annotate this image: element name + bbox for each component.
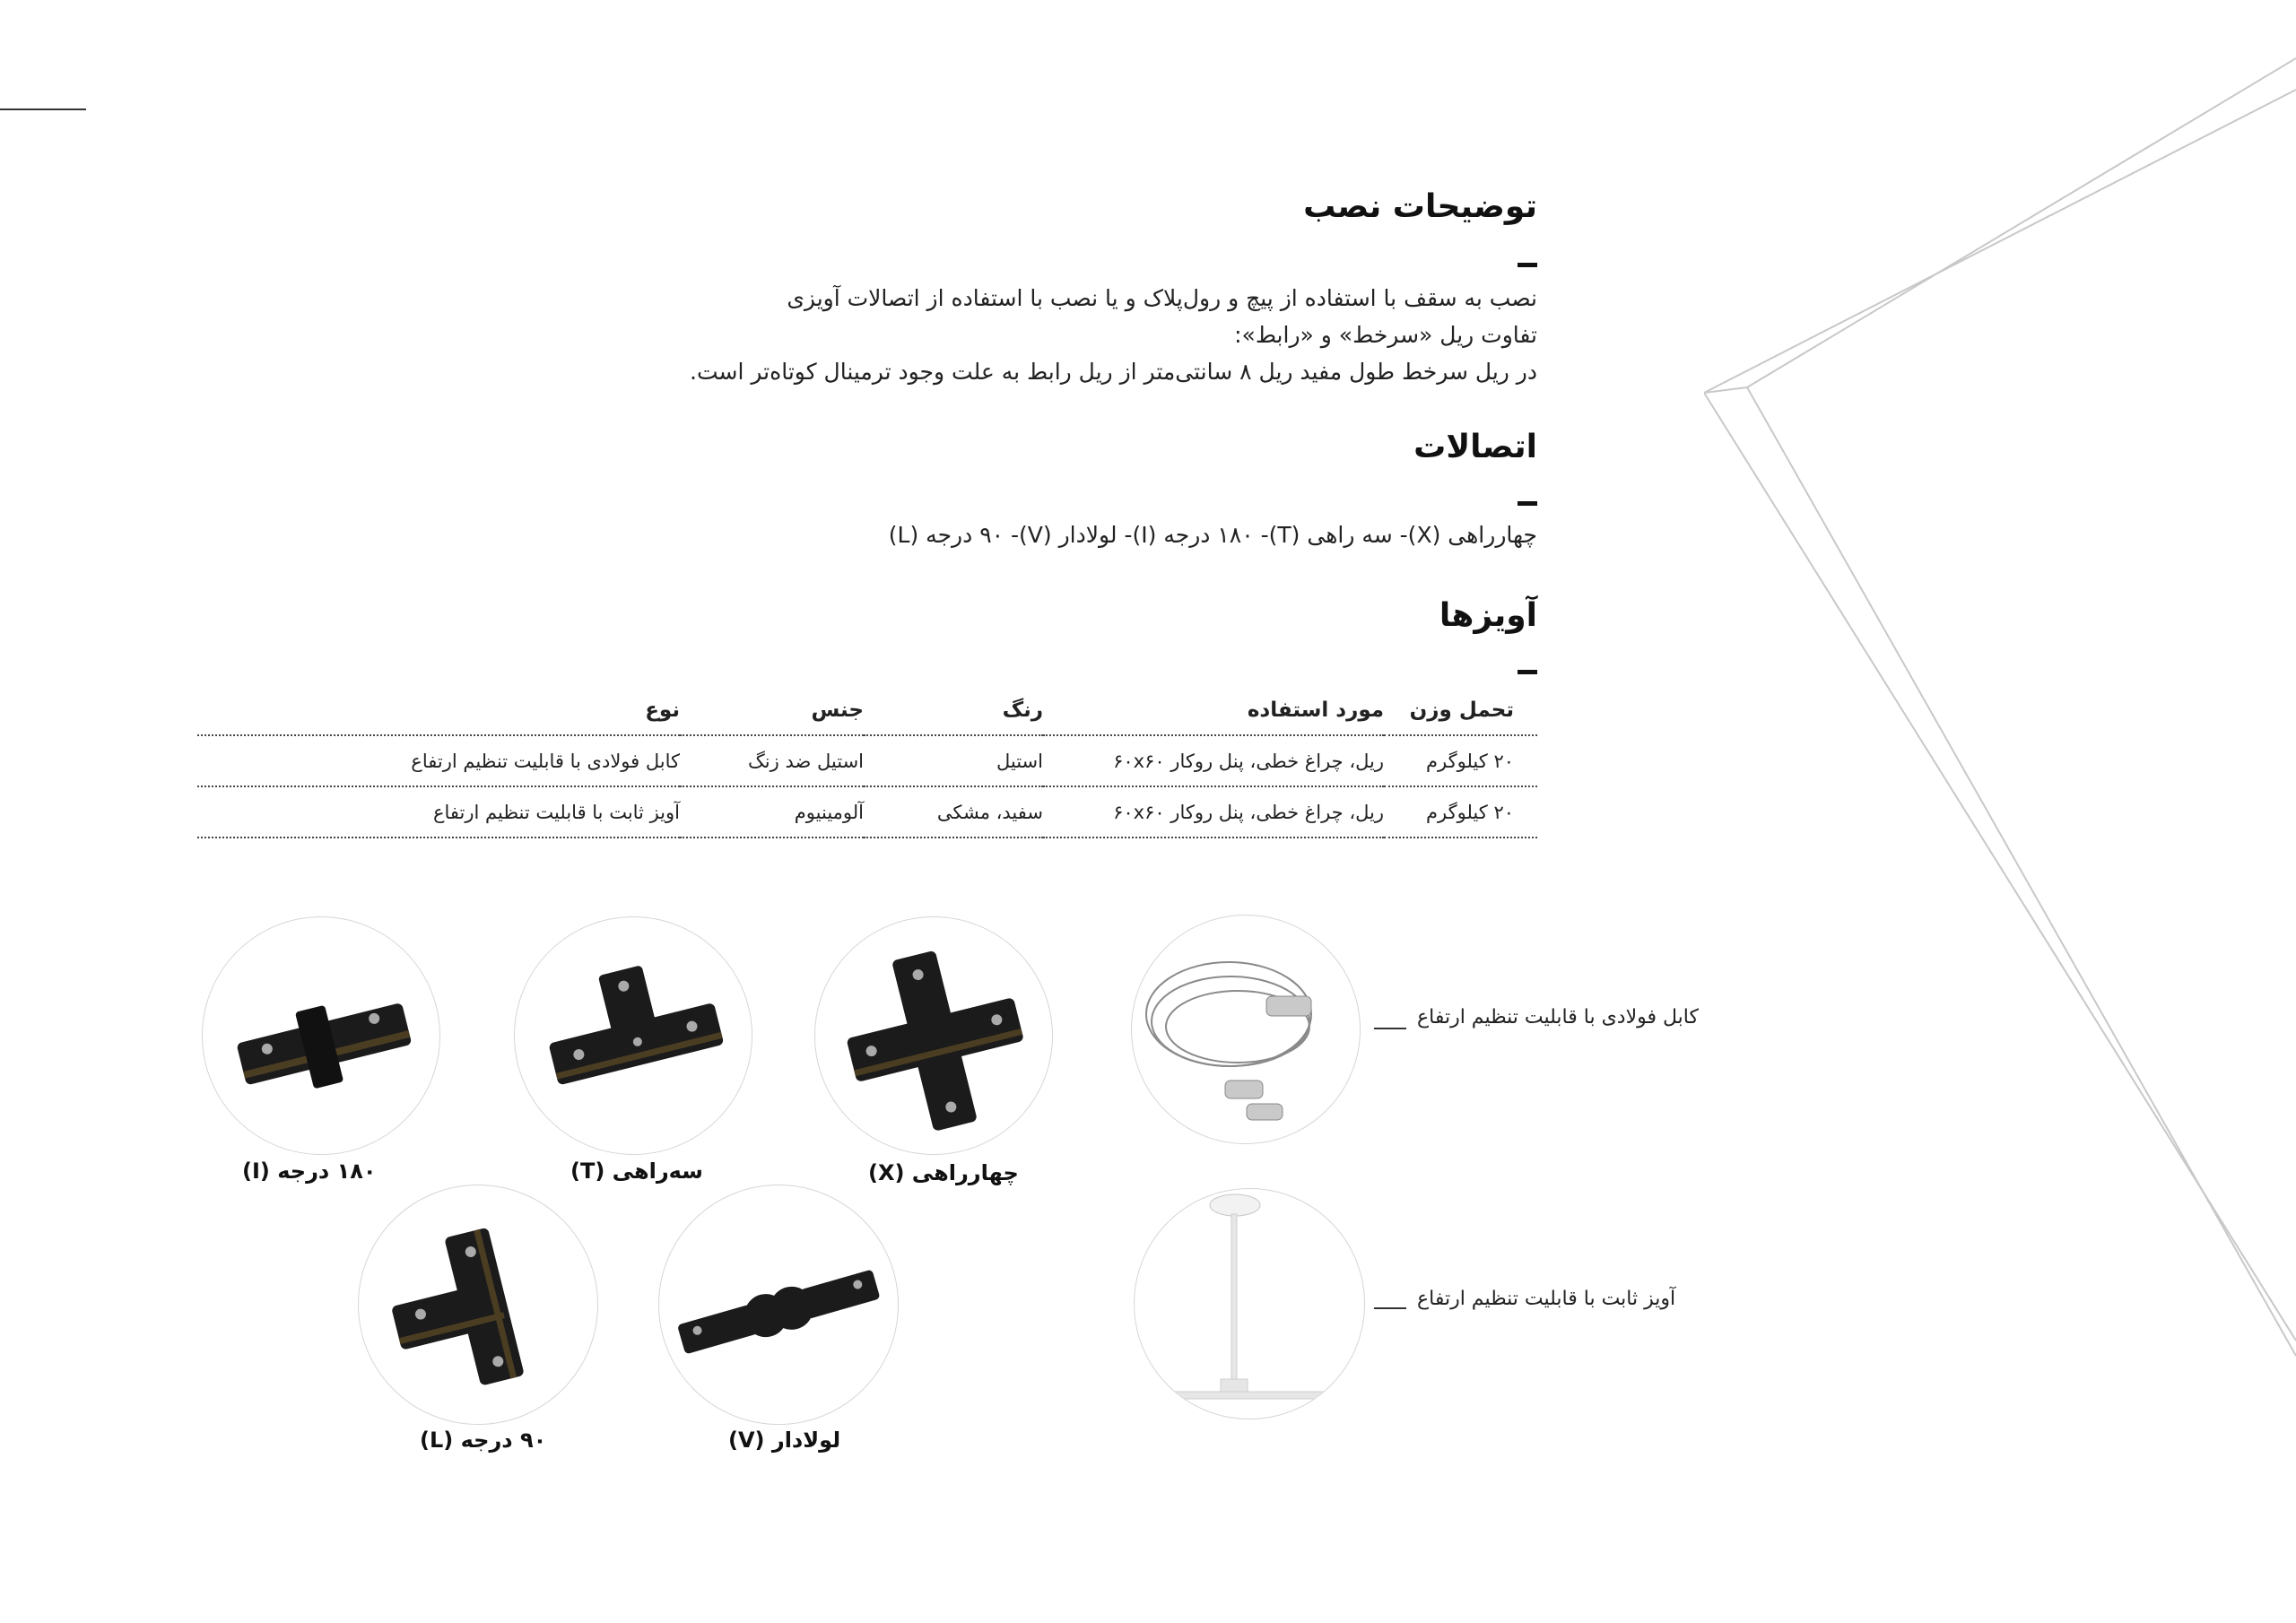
top-left-rule <box>0 108 86 110</box>
x-connector-caption: چهارراهی (X) <box>868 1160 1019 1185</box>
installation-line-1: نصب به سقف با استفاده از پیچ و رول‌پلاک و یا نصب با استفاده از اتصالات آویزی <box>787 285 1537 311</box>
cell-usage: ریل، چراغ خطی، پنل روکار ۶۰x۶۰ <box>1043 786 1384 838</box>
installation-title: توضیحات نصب <box>1303 188 1537 225</box>
cell-usage: ریل، چراغ خطی، پنل روکار ۶۰x۶۰ <box>1043 735 1384 786</box>
header-weight: تحمل وزن <box>1409 699 1514 722</box>
l-connector-caption: ۹۰ درجه (L) <box>420 1428 547 1453</box>
cell-material: استیل ضد زنگ <box>680 735 864 786</box>
cell-weight: ۲۰ کیلوگرم <box>1384 786 1537 838</box>
cell-type: آویز ثابت با قابلیت تنظیم ارتفاع <box>197 786 680 838</box>
cable-hanger-image <box>1131 915 1361 1144</box>
connections-title: اتصالات <box>1413 429 1537 465</box>
x-connector-image <box>814 916 1053 1155</box>
cable-leader-line <box>1374 1028 1406 1029</box>
header-usage: مورد استفاده <box>1247 699 1384 722</box>
cell-type: کابل فولادی با قابلیت تنظیم ارتفاع <box>197 735 680 786</box>
connections-text: چهارراهی (X)- سه راهی (T)- ۱۸۰ درجه (I)- لولادار (V)- ۹۰ درجه (L) <box>888 522 1537 548</box>
installation-dash <box>1518 263 1537 267</box>
header-material: جنس <box>811 699 864 722</box>
fixed-hanger-label: آویز ثابت با قابلیت تنظیم ارتفاع <box>1417 1288 1676 1310</box>
i-connector-image <box>202 916 440 1155</box>
hangers-dash <box>1518 670 1537 674</box>
connections-dash <box>1518 501 1537 506</box>
installation-line-2: تفاوت ریل «سرخط» و «رابط»: <box>1234 322 1537 348</box>
i-connector-caption: ۱۸۰ درجه (I) <box>242 1159 377 1184</box>
table-row <box>197 786 1537 838</box>
table-row <box>197 735 1537 786</box>
table-header-row <box>197 686 1537 735</box>
cell-color: سفید، مشکی <box>864 786 1043 838</box>
cell-material: آلومینیوم <box>680 786 864 838</box>
l-connector-image <box>358 1185 598 1425</box>
installation-line-3: در ریل سرخط طول مفید ریل ۸ سانتی‌متر از ریل رابط به علت وجود ترمینال کوتاه‌تر است. <box>690 359 1537 385</box>
t-connector-caption: سه‌راهی (T) <box>570 1159 703 1184</box>
decorative-frame-lines <box>1704 0 2296 1623</box>
header-type: نوع <box>645 699 680 722</box>
fixed-hanger-image <box>1134 1188 1365 1419</box>
cell-color: استیل <box>864 735 1043 786</box>
hangers-table <box>197 686 1537 838</box>
installation-text <box>461 280 1537 390</box>
t-connector-image <box>514 916 752 1155</box>
v-connector-caption: لولادار (V) <box>728 1428 841 1453</box>
fixed-leader-line <box>1374 1307 1406 1309</box>
cable-hanger-label: کابل فولادی با قابلیت تنظیم ارتفاع <box>1417 1006 1699 1028</box>
hangers-title: آویزها <box>1439 597 1537 634</box>
header-color: رنگ <box>1002 699 1043 722</box>
v-connector-image <box>658 1185 899 1425</box>
cell-weight: ۲۰ کیلوگرم <box>1384 735 1537 786</box>
